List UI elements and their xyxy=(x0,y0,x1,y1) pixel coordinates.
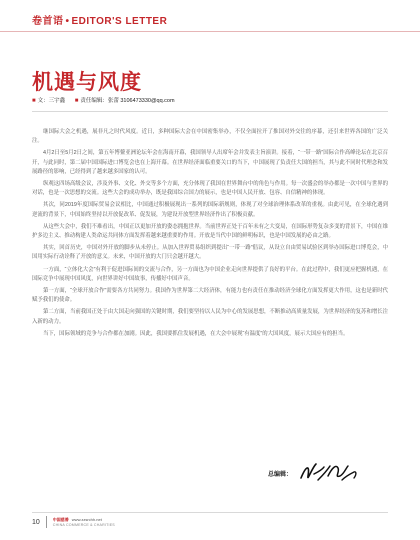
paragraph: 继国际大会之机遇，展非凡之时代风度。近日，多种国际大会在中国密集举办，不仅全面拉开了推国对外交往的序幕，还引来世界各国的广泛关注。 xyxy=(32,129,388,145)
paragraph: 一方面，“立体化大会”有利于促进国际间的交流与合作，另一方面也为中国企业走向世界提供了良好的平台。在此过程中，我们更应把握机遇，在国际竞争中展现中国风度，向世界讲好中国故事，传播好中国声音。 xyxy=(32,266,388,282)
article-body xyxy=(32,128,388,342)
article-title: 机遇与风度 xyxy=(32,70,142,94)
signature-label: 总编辑： xyxy=(267,471,292,478)
editor-label: 责任编辑： xyxy=(80,98,108,104)
paragraph: 第一方面，“全球开放合作”需要各方共同努力。我国作为世界第二大经济体，有能力也有责任在推动经济全球化方面发挥更大作用，这也是新时代赋予我们的使命。 xyxy=(32,288,388,304)
author-name: 三宇鑫 xyxy=(48,98,66,104)
handwritten-signature xyxy=(298,458,360,488)
footer-rule xyxy=(32,512,388,513)
paragraph: 其实，回首历史，中国对外开放的脚步从未停止。从加入世界贸易组织到提出“一带一路”倡议，从设立自由贸易试验区到举办国际进口博览会，中国用实际行动诠释了开放的意义。未来，中国开放的大门只会越开越大。 xyxy=(32,245,388,261)
paragraph: 纵观这四场高级会议，涉及外事、文化、外交等多个方面，充分体现了我国在世界舞台中的角色与作用。每一次盛会的举办都是一次中国与世界的对话，也是一次思想的交流。这些大会的成功举办，既是我国综合国力的展示，也是中国人民开放、包容、自信精神的体现。 xyxy=(32,181,389,197)
magazine-english-name: CHINA COMMERCE & CHARITIES xyxy=(52,523,115,527)
bullet-icon: ■ xyxy=(32,98,36,104)
paragraph: 当下，国际领域的竞争与合作都在加剧。因此，我国要抓住发展机遇，在大会中展现“有温度”的大国风度，展示大国应有的担当。 xyxy=(43,330,349,337)
section-name-cn: 卷首语 xyxy=(32,16,64,27)
paragraph: 其次，同2019年度国际贸易会议相比，中国通过积极展现出一系列的国际新规则，体现了对全球治理体系改革的重视。由此可见，在全球化遇到逆流的背景下，中国始终坚持以开放促改革、促发展，为建设开放型世界经济作出了积极贡献。 xyxy=(32,202,388,218)
paragraph: 4月2日至5月2日之间，第五年博鳌亚洲论坛年会在海南开幕，我国领导人出席年会并发表主旨演讲。接着，“一带一路”国际合作高峰论坛在北京召开，与此同时，第二届中国国际进口博览会也在上海开幕。在世界经济面临重要关口的当下，中国展现了负责任大国的担当，其与此不同时代理念和发展路径的影响，已经得到了越来越多国家的认可。 xyxy=(32,150,388,175)
magazine-name: 中国慈善 xyxy=(52,517,69,522)
signature-block xyxy=(268,458,360,488)
magazine-url: www.zzsrchh.net xyxy=(71,517,102,522)
paragraph: 从这些大会中，我们不难看出，中国正以更加开放的姿态拥抱世界。当前世界正处于百年未有之大变局，在国际形势复杂多变的背景下，中国在维护多边主义、推动构建人类命运共同体方面发挥着越来越重要的作用。开放是当代中国的鲜明标识，也是中国发展的必由之路。 xyxy=(32,223,389,240)
article-meta xyxy=(32,96,183,104)
footer-divider xyxy=(46,516,47,528)
magazine-info xyxy=(53,517,115,527)
editor-credit xyxy=(75,98,175,104)
author-label: 文： xyxy=(37,98,49,104)
bullet-icon: ■ xyxy=(74,98,79,104)
paragraph: 第二方面，当前我国正处于由大国走向强国的关键时期，我们要坚持以人民为中心的发展思想，不断推动高质量发展，为世界经济的复苏和增长注入新的动力。 xyxy=(32,309,389,325)
author-credit xyxy=(32,98,67,104)
page-footer xyxy=(32,516,115,528)
page-number: 10 xyxy=(32,518,40,526)
header-rule xyxy=(0,31,420,32)
section-header xyxy=(32,12,167,27)
editor-name: 张蕾 3106473330@qq.com xyxy=(107,98,175,104)
section-name-en: EDITOR'S LETTER xyxy=(71,16,168,27)
header-separator: • xyxy=(65,16,70,27)
meta-rule xyxy=(32,111,388,112)
